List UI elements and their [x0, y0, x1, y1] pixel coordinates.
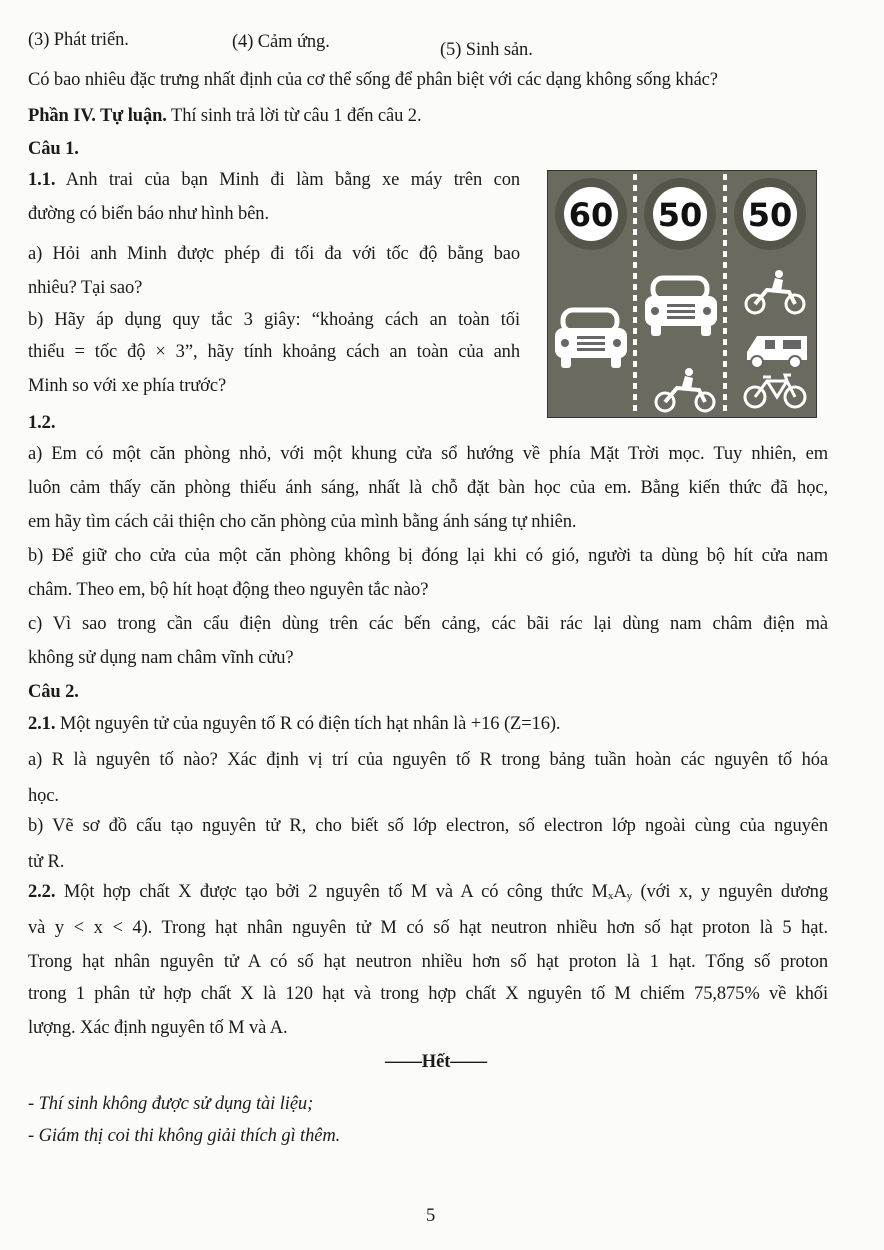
- q22-text-mid: A: [613, 882, 627, 902]
- q11-line-3: nhiêu? Tại sao?: [28, 278, 143, 298]
- q21-label: 2.1.: [28, 714, 56, 734]
- q21-line-1: a) R là nguyên tố nào? Xác định vị trí của nguyên tố R trong bảng tuần hoàn các nguyên tố hóa: [28, 750, 828, 770]
- speed-limit-sign-icon: [644, 178, 716, 250]
- q21-line-0: [28, 714, 560, 735]
- part-4-heading: [28, 106, 421, 127]
- q21-line-4: tử R.: [28, 852, 65, 872]
- q12-line-0: a) Em có một căn phòng nhỏ, với một khung cửa sổ hướng về phía Mặt Trời mọc. Tuy nhiên, em: [28, 444, 828, 464]
- speed-limit-value: 60: [568, 196, 614, 234]
- subscript-y: y: [626, 890, 632, 902]
- q22-line-4: lượng. Xác định nguyên tố M và A.: [28, 1018, 288, 1038]
- speed-limit-value: 50: [747, 196, 793, 234]
- q22-text-post: (với x, y nguyên dương: [631, 882, 828, 902]
- q21-line-2: học.: [28, 786, 59, 806]
- option-4: (4) Cảm ứng.: [232, 32, 330, 52]
- cau-2-title: Câu 2.: [28, 682, 79, 702]
- q12-line-5: c) Vì sao trong cần cẩu điện dùng trên các bến cảng, các bãi rác lại dùng nam châm điện mà: [28, 614, 828, 634]
- q22-line-3: trong 1 phân tử hợp chất X là 120 hạt và trong hợp chất X nguyên tố M chiếm 75,875% về khối: [28, 984, 828, 1004]
- page-number: 5: [426, 1206, 436, 1226]
- q12-line-1: luôn cảm thấy căn phòng thiếu ánh sáng, nhất là chỗ đặt bàn học của em. Bằng kiến thức đã học,: [28, 478, 828, 498]
- part-4-title: Phần IV. Tự luận.: [28, 106, 167, 126]
- q12-line-3: b) Để giữ cho cửa của một căn phòng không bị đóng lại khi có gió, người ta dùng bộ hít cửa nam: [28, 546, 828, 566]
- note-2: - Giám thị coi thi không giải thích gì thêm.: [28, 1126, 341, 1146]
- q11-line-6: Minh so với xe phía trước?: [28, 376, 227, 396]
- q21-text-0: Một nguyên tử của nguyên tố R có điện tích hạt nhân là +16 (Z=16).: [55, 714, 561, 734]
- q11-line-5: thiểu = tốc độ × 3”, hãy tính khoảng cách an toàn của anh: [28, 342, 520, 362]
- speed-limit-value: 50: [657, 196, 703, 234]
- end-mark: ——Hết——: [385, 1052, 488, 1072]
- q12-line-4: châm. Theo em, bộ hít hoạt động theo nguyên tắc nào?: [28, 580, 429, 600]
- part-4-instruction: Thí sinh trả lời từ câu 1 đến câu 2.: [166, 106, 422, 126]
- option-5: (5) Sinh sản.: [440, 40, 533, 60]
- q11-line-0: [28, 170, 520, 191]
- subscript-x: x: [607, 890, 614, 902]
- speed-limit-sign-icon: [555, 178, 627, 250]
- q22-line-0: [28, 882, 828, 903]
- q12-label: 1.2.: [28, 413, 56, 433]
- q12-line-6: không sử dụng nam châm vĩnh cửu?: [28, 648, 294, 668]
- q21-line-3: b) Vẽ sơ đồ cấu tạo nguyên tử R, cho biết số lớp electron, số electron lớp ngoài cùng của nguyên: [28, 816, 828, 836]
- q12-line-2: em hãy tìm cách cải thiện cho căn phòng của mình bằng ánh sáng tự nhiên.: [28, 512, 577, 532]
- q11-line-1: đường có biển báo như hình bên.: [28, 204, 269, 224]
- q11-line-4: b) Hãy áp dụng quy tắc 3 giây: “khoảng cách an toàn tối: [28, 310, 520, 330]
- note-1: - Thí sinh không được sử dụng tài liệu;: [28, 1094, 314, 1114]
- q22-line-2: Trong hạt nhân nguyên tử A có số hạt neutron nhiều hơn số hạt proton là 1 hạt. Tổng số proton: [28, 952, 828, 972]
- q11-line-2: a) Hỏi anh Minh được phép đi tối đa với tốc độ bằng bao: [28, 244, 520, 264]
- speed-limit-sign-icon: [734, 178, 806, 250]
- option-3: (3) Phát triển.: [28, 30, 129, 50]
- q11-text-0: Anh trai của bạn Minh đi làm bằng xe máy trên con: [55, 170, 520, 190]
- q22-label: 2.2.: [28, 882, 56, 902]
- cau-1-title: Câu 1.: [28, 139, 79, 159]
- q11-label: 1.1.: [28, 170, 56, 190]
- previous-question: Có bao nhiêu đặc trưng nhất định của cơ thể sống để phân biệt với các dạng không sống khác?: [28, 70, 718, 90]
- road-signs-figure: [547, 170, 817, 418]
- q22-line-1: và y < x < 4). Trong hạt nhân nguyên tử M có số hạt neutron nhiều hơn số hạt proton là 5 hạt.: [28, 918, 828, 938]
- q22-text-pre: Một hợp chất X được tạo bởi 2 nguyên tố M và A có công thức M: [55, 882, 608, 902]
